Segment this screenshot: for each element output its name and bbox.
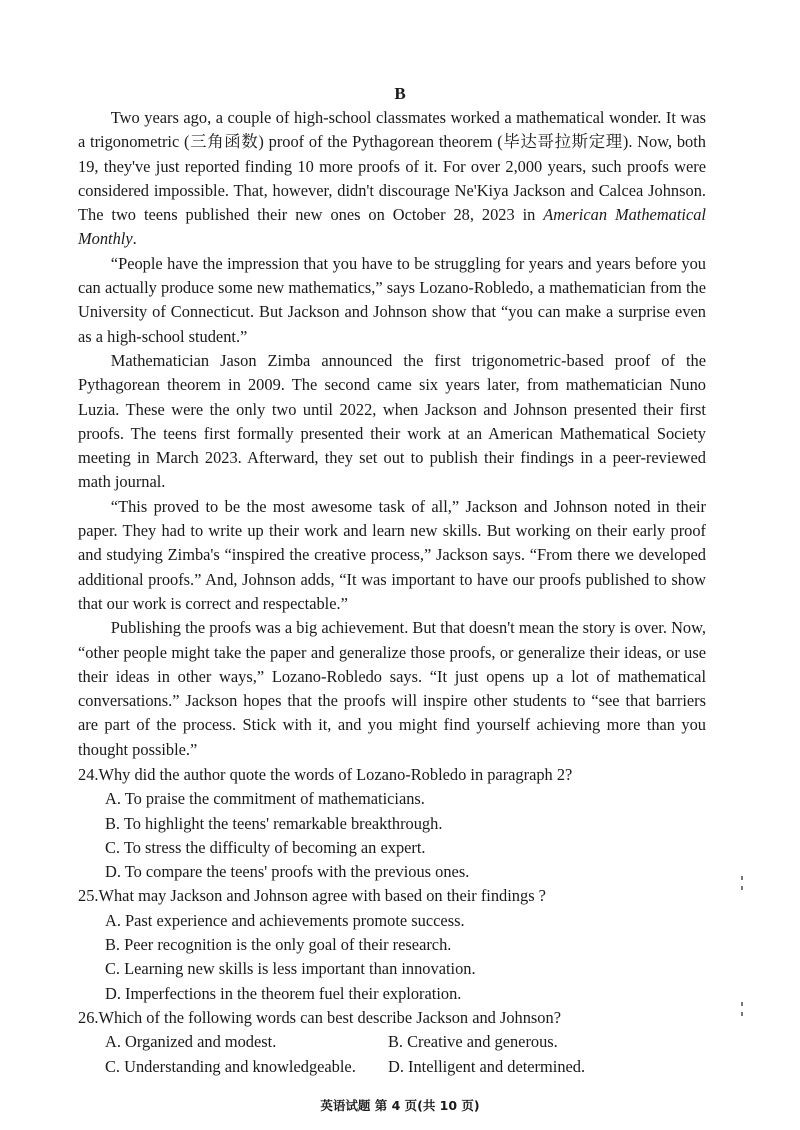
question-26 [78, 1006, 718, 1079]
option-c: C. To stress the difficulty of becoming an expert. [105, 837, 426, 857]
paragraph-1-end: . [132, 229, 137, 249]
question-24 [78, 763, 718, 884]
passage-paragraph-3: Mathematician Jason Zimba announced the first trigonometric-based proof of the Pythagorean theorem in 2009. The second came six years later, from mathematician Nuno Luzia. These were the only two until 2022, when Jackson and Johnson presented their first proofs. The teens first formally presented their work at an American Mathematical Society meeting in March 2023. Afterward, they set out to publish their findings in a peer-reviewed math journal. [78, 350, 706, 492]
option-a: A. Organized and modest. [105, 1032, 277, 1052]
option-a: A. Past experience and achievements promote success. [105, 910, 465, 930]
passage-paragraph-2: “People have the impression that you have to be struggling for years and years before you can actually produce some new mathematics,” says Lozano-Robledo, a mathematician from the University of Connecticut. But Jackson and Johnson show that “you can make a surprise even as a high-school student.” [78, 253, 706, 346]
question-text: Which of the following words can best describe Jackson and Johnson? [98, 1007, 561, 1027]
question-stem [78, 763, 718, 787]
reading-passage [78, 106, 706, 762]
option-d: D. To compare the teens' proofs with the previous ones. [105, 862, 470, 882]
question-number: 26. [78, 1007, 99, 1027]
option-b: B. To highlight the teens' remarkable breakthrough. [105, 813, 443, 833]
option-d: D. Intelligent and determined. [388, 1056, 586, 1076]
option-a: A. To praise the commitment of mathematicians. [105, 789, 425, 809]
option-c: C. Learning new skills is less important than innovation. [105, 959, 476, 979]
question-text: What may Jackson and Johnson agree with based on their findings ? [98, 886, 546, 906]
binding-margin-mark [741, 886, 743, 890]
option-row [105, 1055, 718, 1079]
binding-margin-mark [741, 876, 743, 880]
question-number: 25. [78, 886, 99, 906]
option-row [105, 1030, 718, 1054]
question-number: 24. [78, 765, 99, 784]
question-list [78, 763, 718, 1079]
section-title: B [394, 84, 406, 103]
passage-paragraph-5: Publishing the proofs was a big achievement. But that doesn't mean the story is over. Now, “other people might take the paper and generalize those proofs, or generalize their ideas, or use their ideas in other ways,” Lozano-Robledo says. “It just opens up a lot of mathematical conversations.” Jackson hopes that the proofs will inspire other students to “see that barriers are part of the process. Stick with it, and you might find yourself achieving more than you thought possible.” [78, 618, 706, 759]
option-c: C. Understanding and knowledgeable. [105, 1056, 356, 1076]
journal-title: American Mathematical Monthly [78, 205, 706, 249]
passage-paragraph-1 [78, 106, 706, 252]
option-d: D. Imperfections in the theorem fuel their exploration. [105, 983, 462, 1003]
passage-paragraph-4: “This proved to be the most awesome task of all,” Jackson and Johnson noted in their paper. They had to write up their work and learn new skills. But working on their early proof and studying Zimba's “inspired the creative process,” Jackson says. “From there we developed additional proofs.” And, Johnson adds, “It was important to have our proofs published to show that our work is correct and respectable.” [78, 496, 706, 613]
question-25 [78, 884, 718, 1005]
page-footer: 英语试题 第 4 页(共 10 页) [320, 1098, 480, 1113]
question-text: Why did the author quote the words of Lozano-Robledo in paragraph 2? [98, 765, 573, 784]
paragraph-1-text: Two years ago, a couple of high-school classmates worked a mathematical wonder. It was a trigonometric (三角函数) proof of the Pythagorean theorem (毕达哥拉斯定理). Now, both 19, they've just reported finding 10 more proofs of it. For over 2,000 years, such proofs were considered impossible. That, however, didn't discourage Ne'Kiya Jackson and Calcea Johnson. The two teens published their new ones on October 28, 2023 in [78, 108, 706, 225]
binding-margin-mark [741, 1012, 743, 1016]
question-stem [78, 884, 718, 908]
question-stem [78, 1006, 718, 1030]
option-b: B. Peer recognition is the only goal of their research. [105, 935, 452, 955]
binding-margin-mark [741, 1002, 743, 1006]
option-b: B. Creative and generous. [388, 1032, 558, 1052]
